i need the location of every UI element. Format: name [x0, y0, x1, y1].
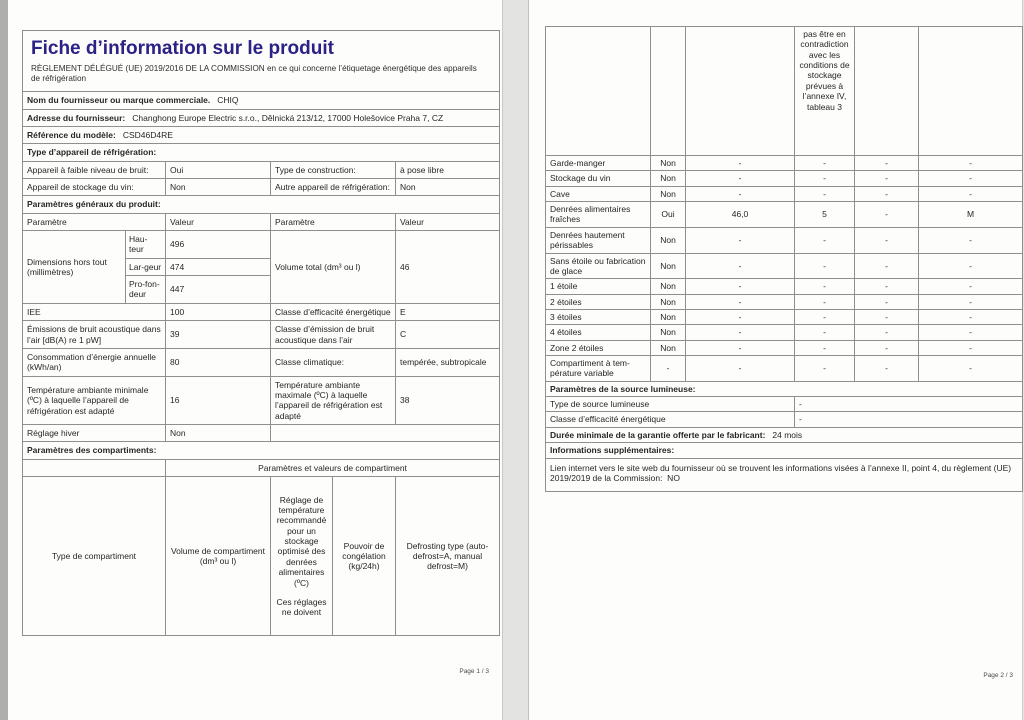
cell-freezing: -	[855, 227, 919, 253]
compartment-row-4-etoiles	[546, 325, 1023, 340]
dimension-value: 447	[166, 276, 271, 304]
cell-yesno: Non	[651, 340, 686, 355]
cell-defrost: -	[919, 253, 1023, 279]
compartment-row-stockage-vin	[546, 171, 1023, 186]
cell-freezing: -	[855, 279, 919, 294]
compartment-span-header-row	[23, 459, 500, 476]
noise-row	[23, 321, 500, 349]
general-section-header: Paramètres généraux du produit:	[23, 196, 500, 213]
compartment-temp-header	[271, 477, 333, 636]
compartment-label: Denrées alimentaires fraîches	[546, 202, 651, 228]
cell-yesno: -	[651, 356, 686, 382]
cell-temp: -	[795, 356, 855, 382]
cell-defrost: -	[919, 227, 1023, 253]
cell-freezing: -	[855, 325, 919, 340]
compartment-defrost-header: Defrosting type (auto-defrost=A, manual defrost=M)	[396, 477, 500, 636]
param-label: Type de construction:	[271, 161, 396, 178]
cell-defrost: -	[919, 356, 1023, 382]
param-label: Température ambiante maximale (ºC) à laquelle l’appareil de réfrigération est adapté	[271, 376, 396, 424]
cell-volume: -	[686, 156, 795, 171]
supplier-address-value: Changhong Europe Electric s.r.o., Dělnická 213/12, 17000 Holešovice Praha 7, CZ	[132, 112, 444, 123]
column-header-row	[23, 213, 500, 230]
light-source-type-row	[546, 397, 1023, 412]
iee-row	[23, 303, 500, 320]
cell-temp: -	[795, 294, 855, 309]
cell-yesno: Non	[651, 279, 686, 294]
empty-cell	[919, 27, 1023, 156]
cell-temp: -	[795, 227, 855, 253]
cell-freezing: -	[855, 356, 919, 382]
supplier-name-value: CHIQ	[217, 95, 239, 106]
compartment-label: Cave	[546, 186, 651, 201]
compartment-label: 2 étoiles	[546, 294, 651, 309]
empty-cell	[23, 459, 166, 476]
compartment-row-zone-2-etoiles	[546, 340, 1023, 355]
volume-total-value: 46	[396, 231, 500, 304]
model-reference-label: Référence du modèle:	[27, 129, 116, 140]
param-label: Appareil à faible niveau de bruit:	[23, 161, 166, 178]
param-value: 38	[396, 376, 500, 424]
cell-freezing: -	[855, 309, 919, 324]
compartment-type-header: Type de compartiment	[23, 477, 166, 636]
dimensions-label: Dimensions hors tout (millimètres)	[23, 231, 126, 304]
compartment-row-garde-manger	[546, 156, 1023, 171]
compartment-section-header-row	[23, 442, 500, 459]
dimension-sub-label: Lar-geur	[126, 258, 166, 275]
supplier-name-row	[23, 92, 500, 109]
cell-volume: -	[686, 325, 795, 340]
param-value: -	[795, 412, 1023, 427]
cell-temp: -	[795, 186, 855, 201]
supplier-name-label: Nom du fournisseur ou marque commerciale.	[27, 95, 211, 106]
title-cell	[23, 31, 500, 92]
cell-volume: -	[686, 171, 795, 186]
column-header: Valeur	[396, 213, 500, 230]
cell-temp: -	[795, 309, 855, 324]
param-label: Autre appareil de réfrigération:	[271, 178, 396, 195]
empty-cell	[686, 27, 795, 156]
product-fiche-table-page2	[545, 26, 1023, 492]
compartment-label: Zone 2 étoiles	[546, 340, 651, 355]
compartment-temp-header-note: Ces réglages ne doivent	[276, 596, 327, 618]
cell-temp: -	[795, 279, 855, 294]
model-reference-cell	[23, 126, 500, 143]
compartment-label: 3 étoiles	[546, 309, 651, 324]
compartment-row-temp-variable	[546, 356, 1023, 382]
type-row-2	[23, 178, 500, 195]
param-value: 100	[166, 303, 271, 320]
compartment-temp-header-text: Réglage de température recommandé pour un stockage optimisé des denrées alimentaires (ºC)	[276, 494, 327, 588]
cell-defrost: -	[919, 279, 1023, 294]
warranty-cell	[546, 427, 1023, 442]
type-row-1	[23, 161, 500, 178]
cell-defrost: -	[919, 340, 1023, 355]
dimension-value: 474	[166, 258, 271, 275]
compartment-row-2-etoiles	[546, 294, 1023, 309]
supplier-address-cell	[23, 109, 500, 126]
cell-volume: -	[686, 309, 795, 324]
volume-total-label: Volume total (dm³ ou l)	[271, 231, 396, 304]
light-section-header-row	[546, 381, 1023, 396]
empty-cell	[271, 425, 500, 442]
additional-info-text-row	[546, 458, 1023, 492]
param-label: Type de source lumineuse	[546, 397, 795, 412]
param-value: 80	[166, 348, 271, 376]
regulation-subtitle: RÈGLEMENT DÉLÉGUÉ (UE) 2019/2016 DE LA COMMISSION en ce qui concerne l’étiquetage énergétique des appareils de réfrigération	[31, 64, 477, 84]
page-number: Page 2 / 3	[983, 672, 1013, 679]
cell-temp: -	[795, 171, 855, 186]
cell-yesno: Non	[651, 309, 686, 324]
supplier-name-cell	[23, 92, 500, 109]
param-label: Classe d’efficacité énergétique	[271, 303, 396, 320]
compartment-row-denrees-fraiches	[546, 202, 1023, 228]
dimension-value: 496	[166, 231, 271, 259]
param-value: -	[795, 397, 1023, 412]
cell-freezing: -	[855, 340, 919, 355]
energy-row	[23, 348, 500, 376]
compartment-row-sans-etoile	[546, 253, 1023, 279]
param-value: E	[396, 303, 500, 320]
cell-freezing: -	[855, 253, 919, 279]
param-label: Classe d’efficacité énergétique	[546, 412, 795, 427]
cell-volume: -	[686, 253, 795, 279]
general-section-header-row	[23, 196, 500, 213]
param-value: C	[396, 321, 500, 349]
column-header: Valeur	[166, 213, 271, 230]
page-number: Page 1 / 3	[459, 668, 489, 675]
cell-yesno: Non	[651, 186, 686, 201]
dimension-sub-label: Pro-fon-deur	[126, 276, 166, 304]
product-fiche-table-page1	[22, 30, 500, 636]
supplier-address-label: Adresse du fournisseur:	[27, 112, 126, 123]
additional-info-text-cell	[546, 458, 1023, 492]
cell-yesno: Oui	[651, 202, 686, 228]
model-reference-value: CSD46D4RE	[122, 129, 173, 140]
cell-yesno: Non	[651, 325, 686, 340]
empty-cell	[651, 27, 686, 156]
additional-info-header: Informations supplémentaires:	[546, 443, 1023, 458]
param-value: Non	[166, 178, 271, 195]
param-value: 16	[166, 376, 271, 424]
viewer-left-gutter	[0, 0, 8, 720]
cell-volume: -	[686, 279, 795, 294]
ambient-temp-row	[23, 376, 500, 424]
param-label: Réglage hiver	[23, 425, 166, 442]
supplier-link-text: Lien internet vers le site web du fournisseur où se trouvent les informations visées à l’annexe II, point 4, du règlement (UE) 2019/2019 de la Commission: NO	[550, 462, 1012, 483]
cell-freezing: -	[855, 156, 919, 171]
compartment-label: Denrées hautement périssables	[546, 227, 651, 253]
cell-temp: -	[795, 253, 855, 279]
compartment-freezing-header: Pouvoir de congélation (kg/24h)	[333, 477, 396, 636]
cell-yesno: Non	[651, 171, 686, 186]
cell-temp: -	[795, 156, 855, 171]
type-section-header-row	[23, 144, 500, 161]
dimension-sub-label: Hau-teur	[126, 231, 166, 259]
compartment-volume-header: Volume de compartiment (dm³ ou l)	[166, 477, 271, 636]
cell-defrost: M	[919, 202, 1023, 228]
compartment-label: 4 étoiles	[546, 325, 651, 340]
model-reference-row	[23, 126, 500, 143]
pdf-page-2	[529, 0, 1022, 720]
compartment-label: Compartiment à température variable	[546, 356, 651, 382]
compartment-label: Stockage du vin	[546, 171, 651, 186]
param-value: Non	[396, 178, 500, 195]
param-value: Non	[166, 425, 271, 442]
cell-defrost: -	[919, 156, 1023, 171]
cell-freezing: -	[855, 186, 919, 201]
cell-volume: -	[686, 227, 795, 253]
warranty-value: 24 mois	[772, 429, 803, 440]
cell-freezing: -	[855, 202, 919, 228]
param-label: Température ambiante minimale (ºC) à laquelle l’appareil de réfrigération est adapté	[23, 376, 166, 424]
compartment-span-header: Paramètres et valeurs de compartiment	[166, 459, 500, 476]
param-label: Appareil de stockage du vin:	[23, 178, 166, 195]
cell-temp: -	[795, 340, 855, 355]
winter-setting-row	[23, 425, 500, 442]
column-header: Paramètre	[23, 213, 166, 230]
empty-cell	[855, 27, 919, 156]
compartment-column-header-row	[23, 477, 500, 636]
cell-temp: -	[795, 325, 855, 340]
param-value: tempérée, subtropicale	[396, 348, 500, 376]
cell-freezing: -	[855, 294, 919, 309]
page-title: Fiche d’information sur le produit	[31, 38, 334, 59]
cell-yesno: Non	[651, 253, 686, 279]
param-label: Classe d’émission de bruit acoustique dans l’air	[271, 321, 396, 349]
dimensions-row-height	[23, 231, 500, 259]
temp-header-continuation: pas être en contradiction avec les conditions de stockage prévues à l’annexe IV, tableau 3	[795, 27, 855, 156]
cell-freezing: -	[855, 171, 919, 186]
supplier-address-row	[23, 109, 500, 126]
title-row	[23, 31, 500, 92]
additional-info-header-row	[546, 443, 1023, 458]
cell-yesno: Non	[651, 156, 686, 171]
cell-volume: -	[686, 340, 795, 355]
param-label: Classe climatique:	[271, 348, 396, 376]
cell-volume: -	[686, 356, 795, 382]
warranty-row	[546, 427, 1023, 442]
light-efficiency-row	[546, 412, 1023, 427]
compartment-section-header: Paramètres des compartiments:	[23, 442, 500, 459]
param-value: 39	[166, 321, 271, 349]
cell-defrost: -	[919, 309, 1023, 324]
param-value: à pose libre	[396, 161, 500, 178]
compartment-label: Garde-manger	[546, 156, 651, 171]
compartment-row-denrees-perissables	[546, 227, 1023, 253]
compartment-row-cave	[546, 186, 1023, 201]
param-label: IEE	[23, 303, 166, 320]
cell-yesno: Non	[651, 227, 686, 253]
param-label: Consommation d’énergie annuelle (kWh/an)	[23, 348, 166, 376]
empty-cell	[546, 27, 651, 156]
param-label: Émissions de bruit acoustique dans l’air [dB(A) re 1 pW]	[23, 321, 166, 349]
cell-volume: 46,0	[686, 202, 795, 228]
cell-defrost: -	[919, 325, 1023, 340]
light-section-header: Paramètres de la source lumineuse:	[546, 381, 1023, 396]
compartment-row-1-etoile	[546, 279, 1023, 294]
cell-yesno: Non	[651, 294, 686, 309]
param-value: Oui	[166, 161, 271, 178]
compartment-label: Sans étoile ou fabrication de glace	[546, 253, 651, 279]
cell-volume: -	[686, 186, 795, 201]
warranty-label: Durée minimale de la garantie offerte par le fabricant:	[550, 429, 766, 440]
column-header: Paramètre	[271, 213, 396, 230]
header-continuation-row	[546, 27, 1023, 156]
cell-defrost: -	[919, 171, 1023, 186]
type-section-header: Type d’appareil de réfrigération:	[23, 144, 500, 161]
cell-defrost: -	[919, 186, 1023, 201]
compartment-row-3-etoiles	[546, 309, 1023, 324]
cell-defrost: -	[919, 294, 1023, 309]
pdf-page-1	[8, 0, 502, 720]
compartment-label: 1 étoile	[546, 279, 651, 294]
cell-volume: -	[686, 294, 795, 309]
cell-temp: 5	[795, 202, 855, 228]
